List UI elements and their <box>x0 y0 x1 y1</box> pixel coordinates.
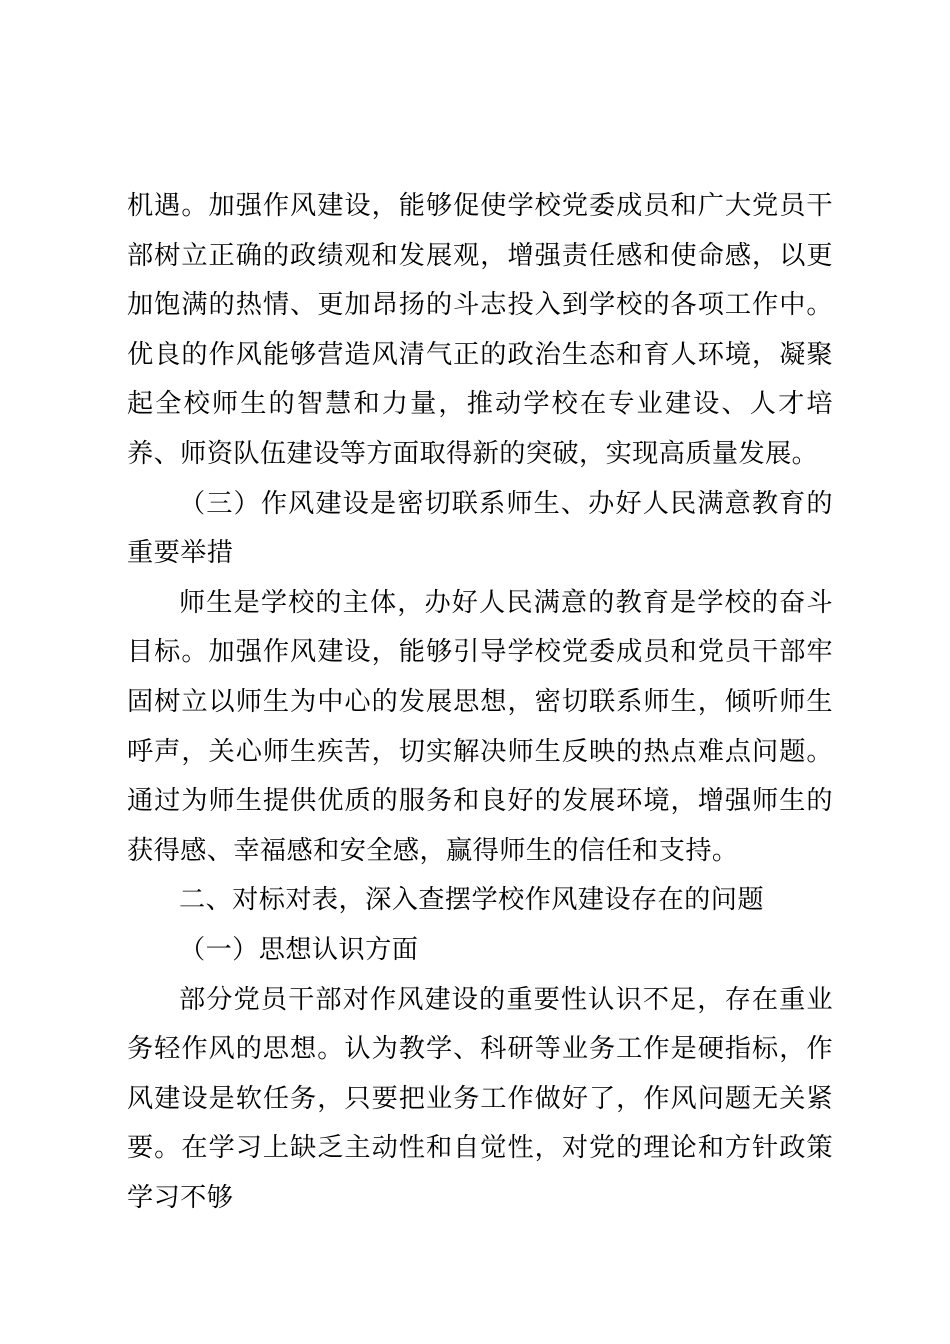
subheading-one: （一）思想认识方面 <box>179 934 419 965</box>
paragraph-teachers-students: 师生是学校的主体，办好人民满意的教育是学校的奋斗目标。加强作风建设，能够引导学校党委成员和党员干部牢固树立以师生为中心的发展思想，密切联系师生，倾听师生呼声，关心师生疾苦，切实解决师生反映的热点难点问题。通过为师生提供优质的服务和良好的发展环境，增强师生的获得感、幸福感和安全感，赢得师生的信任和支持。 <box>127 587 833 866</box>
paragraph-continuation: 机遇。加强作风建设，能够促使学校党委成员和广大党员干部树立正确的政绩观和发展观，增强责任感和使命感，以更加饱满的热情、更加昂扬的斗志投入到学校的各项工作中。优良的作风能够营造风清气正的政治生态和育人环境，凝聚起全校师生的智慧和力量，推动学校在专业建设、人才培养、师资队伍建设等方面取得新的突破，实现高质量发展。 <box>127 191 833 469</box>
section-heading-two: 二、对标对表，深入查摆学校作风建设存在的问题 <box>179 885 764 916</box>
document-body <box>127 182 833 1223</box>
subheading-three: （三）作风建设是密切联系师生、办好人民满意教育的重要举措 <box>127 488 833 569</box>
paragraph-ideological-awareness: 部分党员干部对作风建设的重要性认识不足，存在重业务轻作风的思想。认为教学、科研等业务工作是硬指标，作风建设是软任务，只要把业务工作做好了，作风问题无关紧要。在学习上缺乏主动性和自觉性，对党的理论和方针政策学习不够 <box>127 984 833 1213</box>
